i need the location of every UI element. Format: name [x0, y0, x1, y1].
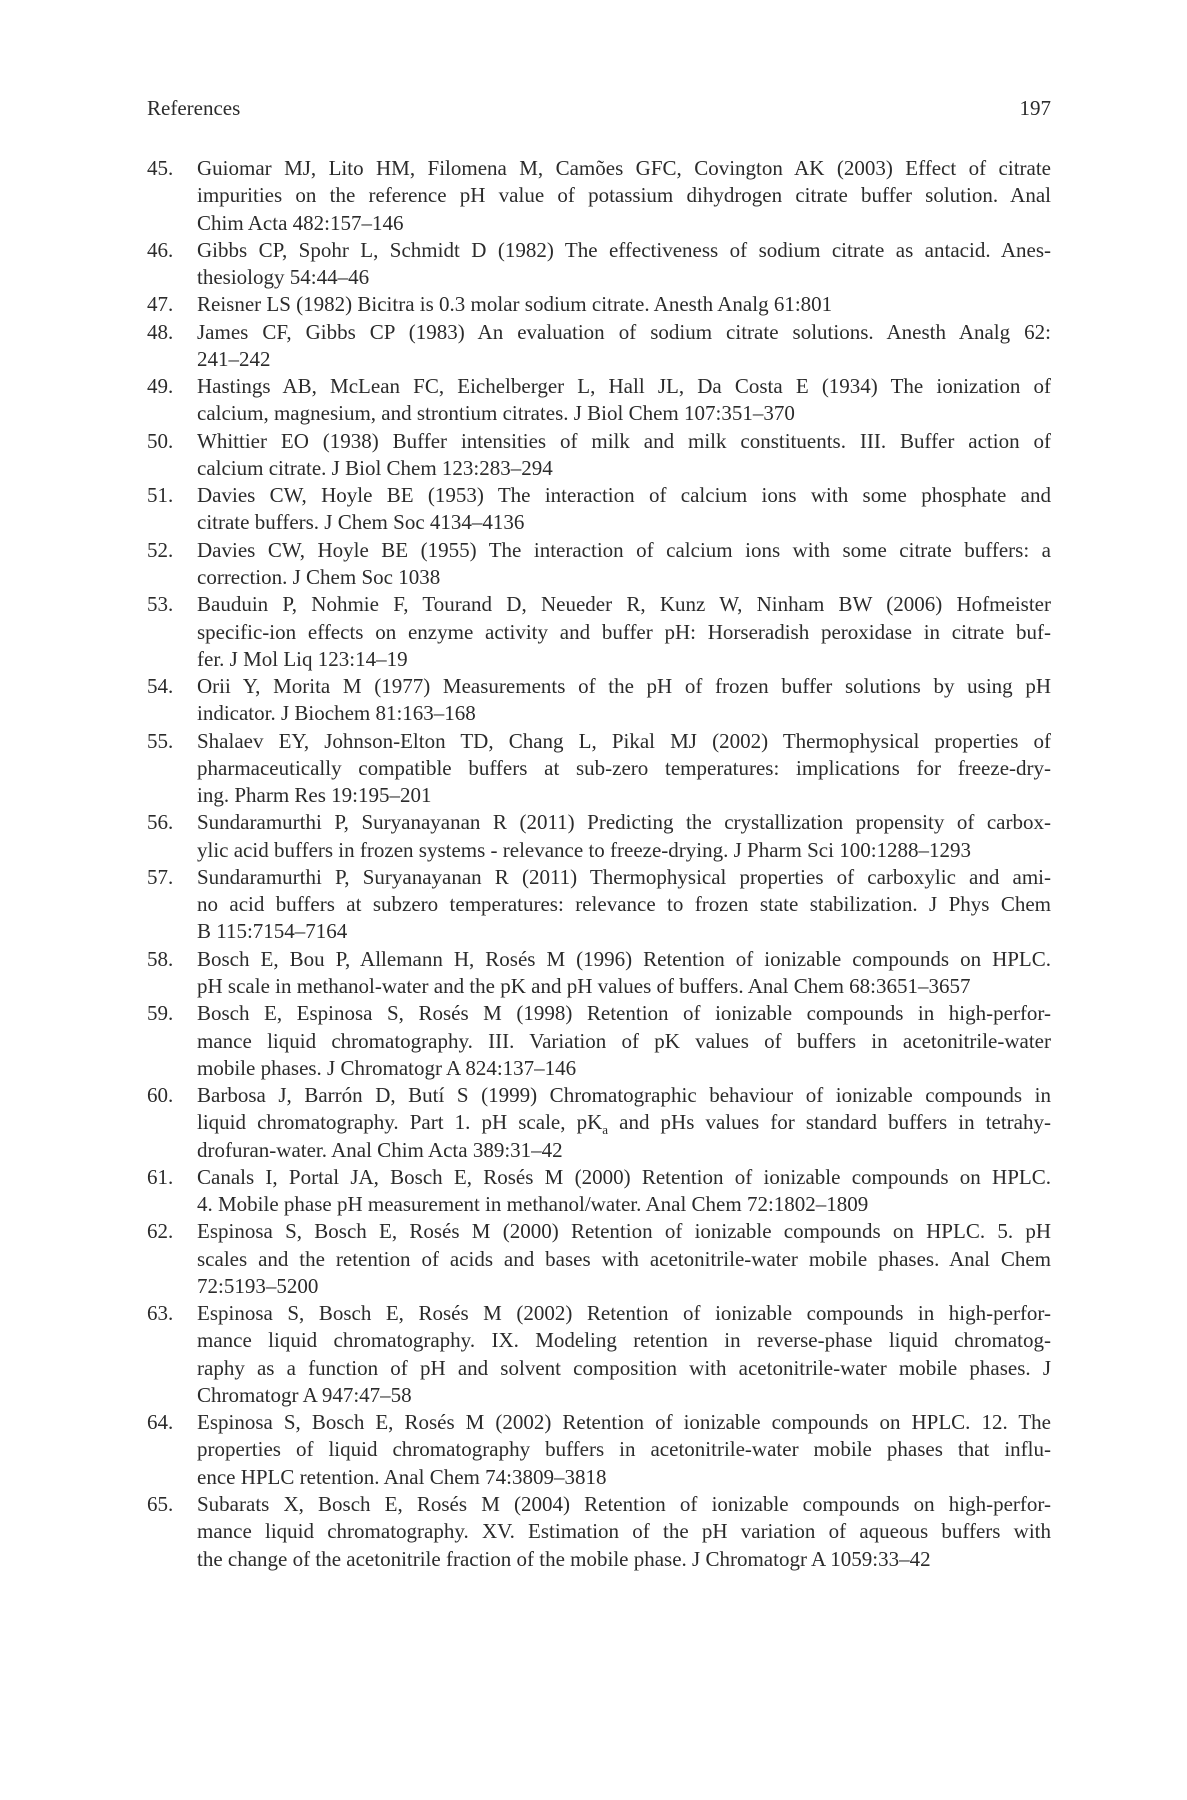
reference-line: Barbosa J, Barrón D, Butí S (1999) Chromatographic behaviour of ionizable compounds in: [197, 1083, 1051, 1108]
reference-line: Davies CW, Hoyle BE (1953) The interaction of calcium ions with some phosphate and: [197, 483, 1051, 508]
reference-line: correction. J Chem Soc 1038: [197, 564, 441, 589]
reference-number: 45.: [147, 156, 174, 180]
reference-number: 55.: [147, 728, 174, 753]
reference-item: [147, 428, 1051, 483]
reference-line: Gibbs CP, Spohr L, Schmidt D (1982) The effectiveness of sodium citrate as antacid. Anes-: [197, 237, 1051, 262]
reference-line: ylic acid buffers in frozen systems - relevance to freeze-drying. J Pharm Sci 100:1288–1293: [197, 837, 972, 862]
reference-number: 50.: [147, 428, 174, 453]
reference-item: [147, 946, 1051, 1001]
reference-line: Guiomar MJ, Lito HM, Filomena M, Camões GFC, Covington AK (2003) Effect of citrate: [197, 156, 1051, 180]
reference-number: 58.: [147, 946, 174, 971]
reference-line: Hastings AB, McLean FC, Eichelberger L, Hall JL, Da Costa E (1934) The ionization of: [197, 374, 1051, 399]
reference-item: [147, 537, 1051, 592]
reference-number: 65.: [147, 1492, 174, 1517]
reference-line: B 115:7154–7164: [197, 919, 348, 944]
reference-line: mance liquid chromatography. XV. Estimation of the pH variation of aqueous buffers with: [197, 1519, 1051, 1544]
reference-number: 53.: [147, 592, 174, 617]
reference-line: Orii Y, Morita M (1977) Measurements of the pH of frozen buffer solutions by using pH: [197, 674, 1051, 699]
reference-line: Sundaramurthi P, Suryanayanan R (2011) Predicting the crystallization propensity of carbox-: [197, 810, 1051, 835]
reference-item: [147, 1000, 1051, 1082]
reference-line: Espinosa S, Bosch E, Rosés M (2002) Retention of ionizable compounds in high-perfor-: [197, 1301, 1051, 1326]
reference-line: calcium, magnesium, and strontium citrates. J Biol Chem 107:351–370: [197, 401, 795, 426]
reference-number: 52.: [147, 537, 174, 562]
reference-line: specific-ion effects on enzyme activity and buffer pH: Horseradish peroxidase in citrate buf-: [197, 619, 1051, 644]
reference-number: 61.: [147, 1164, 174, 1189]
reference-item: [147, 591, 1051, 673]
reference-item: [147, 155, 1051, 237]
reference-line: Sundaramurthi P, Suryanayanan R (2011) Thermophysical properties of carboxylic and ami-: [197, 864, 1051, 889]
reference-line: Bosch E, Espinosa S, Rosés M (1998) Retention of ionizable compounds in high-perfor-: [197, 1001, 1051, 1026]
reference-item: [147, 1164, 1051, 1219]
reference-item: [147, 809, 1051, 864]
reference-line: ence HPLC retention. Anal Chem 74:3809–3818: [197, 1464, 607, 1489]
section-title: References: [147, 96, 241, 120]
reference-line: thesiology 54:44–46: [197, 265, 370, 290]
reference-item: [147, 1218, 1051, 1300]
running-header: [147, 94, 1051, 122]
reference-line: 72:5193–5200: [197, 1273, 319, 1298]
reference-number: 64.: [147, 1410, 174, 1435]
reference-number: 49.: [147, 374, 174, 399]
reference-line: mance liquid chromatography. IX. Modeling retention in reverse-phase liquid chromatog-: [197, 1328, 1051, 1353]
reference-line: pH scale in methanol-water and the pK and pH values of buffers. Anal Chem 68:3651–3657: [197, 973, 971, 998]
reference-number: 51.: [147, 483, 174, 508]
reference-item: [147, 728, 1051, 810]
line-part: and pHs values for standard buffers in tetrahy-: [608, 1110, 1051, 1135]
reference-list: [147, 155, 1051, 1573]
reference-line: Canals I, Portal JA, Bosch E, Rosés M (2000) Retention of ionizable compounds on HPLC.: [197, 1164, 1051, 1189]
reference-line: [197, 1109, 1051, 1136]
reference-line: scales and the retention of acids and bases with acetonitrile-water mobile phases. Anal Chem: [197, 1246, 1051, 1271]
reference-line: Whittier EO (1938) Buffer intensities of milk and milk constituents. III. Buffer action of: [197, 428, 1051, 453]
reference-item: [147, 237, 1051, 292]
reference-item: [147, 673, 1051, 728]
reference-line: pharmaceutically compatible buffers at sub-zero temperatures: implications for freeze-dry-: [197, 755, 1051, 780]
reference-item: [147, 291, 1051, 318]
reference-item: [147, 1491, 1051, 1573]
reference-line: citrate buffers. J Chem Soc 4134–4136: [197, 510, 525, 535]
reference-line: impurities on the reference pH value of potassium dihydrogen citrate buffer solution. Anal: [197, 183, 1051, 208]
reference-item: [147, 1300, 1051, 1409]
reference-number: 46.: [147, 237, 174, 262]
reference-line: raphy as a function of pH and solvent composition with acetonitrile-water mobile phases. J: [197, 1355, 1051, 1380]
reference-line: Bauduin P, Nohmie F, Tourand D, Neueder R, Kunz W, Ninham BW (2006) Hofmeister: [197, 592, 1051, 617]
reference-number: 56.: [147, 810, 174, 835]
reference-line: calcium citrate. J Biol Chem 123:283–294: [197, 455, 553, 480]
reference-item: [147, 1082, 1051, 1164]
reference-line: Subarats X, Bosch E, Rosés M (2004) Retention of ionizable compounds on high-perfor-: [197, 1492, 1051, 1517]
reference-number: 47.: [147, 292, 174, 317]
reference-number: 63.: [147, 1301, 174, 1326]
reference-line: mobile phases. J Chromatogr A 824:137–146: [197, 1055, 577, 1080]
reference-line: Espinosa S, Bosch E, Rosés M (2002) Retention of ionizable compounds on HPLC. 12. The: [197, 1410, 1051, 1435]
line-part: liquid chromatography. Part 1. pH scale, pK: [197, 1110, 603, 1135]
reference-line: 4. Mobile phase pH measurement in methanol/water. Anal Chem 72:1802–1809: [197, 1192, 869, 1217]
reference-number: 60.: [147, 1083, 174, 1108]
reference-item: [147, 1409, 1051, 1491]
reference-item: [147, 373, 1051, 428]
reference-number: 62.: [147, 1219, 174, 1244]
reference-line: 241–242: [197, 346, 271, 371]
reference-line: drofuran-water. Anal Chim Acta 389:31–42: [197, 1137, 563, 1162]
reference-line: Bosch E, Bou P, Allemann H, Rosés M (1996) Retention of ionizable compounds on HPLC.: [197, 946, 1051, 971]
reference-line: Espinosa S, Bosch E, Rosés M (2000) Retention of ionizable compounds on HPLC. 5. pH: [197, 1219, 1051, 1244]
reference-item: [147, 319, 1051, 374]
reference-line: mance liquid chromatography. III. Variation of pK values of buffers in acetonitrile-water: [197, 1028, 1051, 1053]
reference-line: Shalaev EY, Johnson-Elton TD, Chang L, Pikal MJ (2002) Thermophysical properties of: [197, 728, 1051, 753]
reference-number: 57.: [147, 864, 174, 889]
reference-line: James CF, Gibbs CP (1983) An evaluation of sodium citrate solutions. Anesth Analg 62:: [197, 319, 1051, 344]
reference-line: fer. J Mol Liq 123:14–19: [197, 646, 408, 671]
reference-line: properties of liquid chromatography buffers in acetonitrile-water mobile phases that influ-: [197, 1437, 1051, 1462]
reference-line: Chromatogr A 947:47–58: [197, 1382, 412, 1407]
reference-number: 59.: [147, 1001, 174, 1026]
page-number: 197: [1019, 96, 1051, 120]
subscript: a: [602, 1122, 609, 1138]
reference-line: ing. Pharm Res 19:195–201: [197, 783, 432, 808]
reference-line: no acid buffers at subzero temperatures: relevance to frozen state stabilization. J Phys Chem: [197, 892, 1051, 917]
reference-line: Chim Acta 482:157–146: [197, 210, 404, 235]
reference-line: Reisner LS (1982) Bicitra is 0.3 molar sodium citrate. Anesth Analg 61:801: [197, 292, 833, 317]
reference-line: indicator. J Biochem 81:163–168: [197, 701, 476, 726]
reference-line: the change of the acetonitrile fraction of the mobile phase. J Chromatogr A 1059:33–42: [197, 1546, 931, 1571]
reference-number: 54.: [147, 674, 174, 699]
reference-number: 48.: [147, 319, 174, 344]
reference-item: [147, 482, 1051, 537]
reference-item: [147, 864, 1051, 946]
reference-line: Davies CW, Hoyle BE (1955) The interaction of calcium ions with some citrate buffers: a: [197, 537, 1051, 562]
